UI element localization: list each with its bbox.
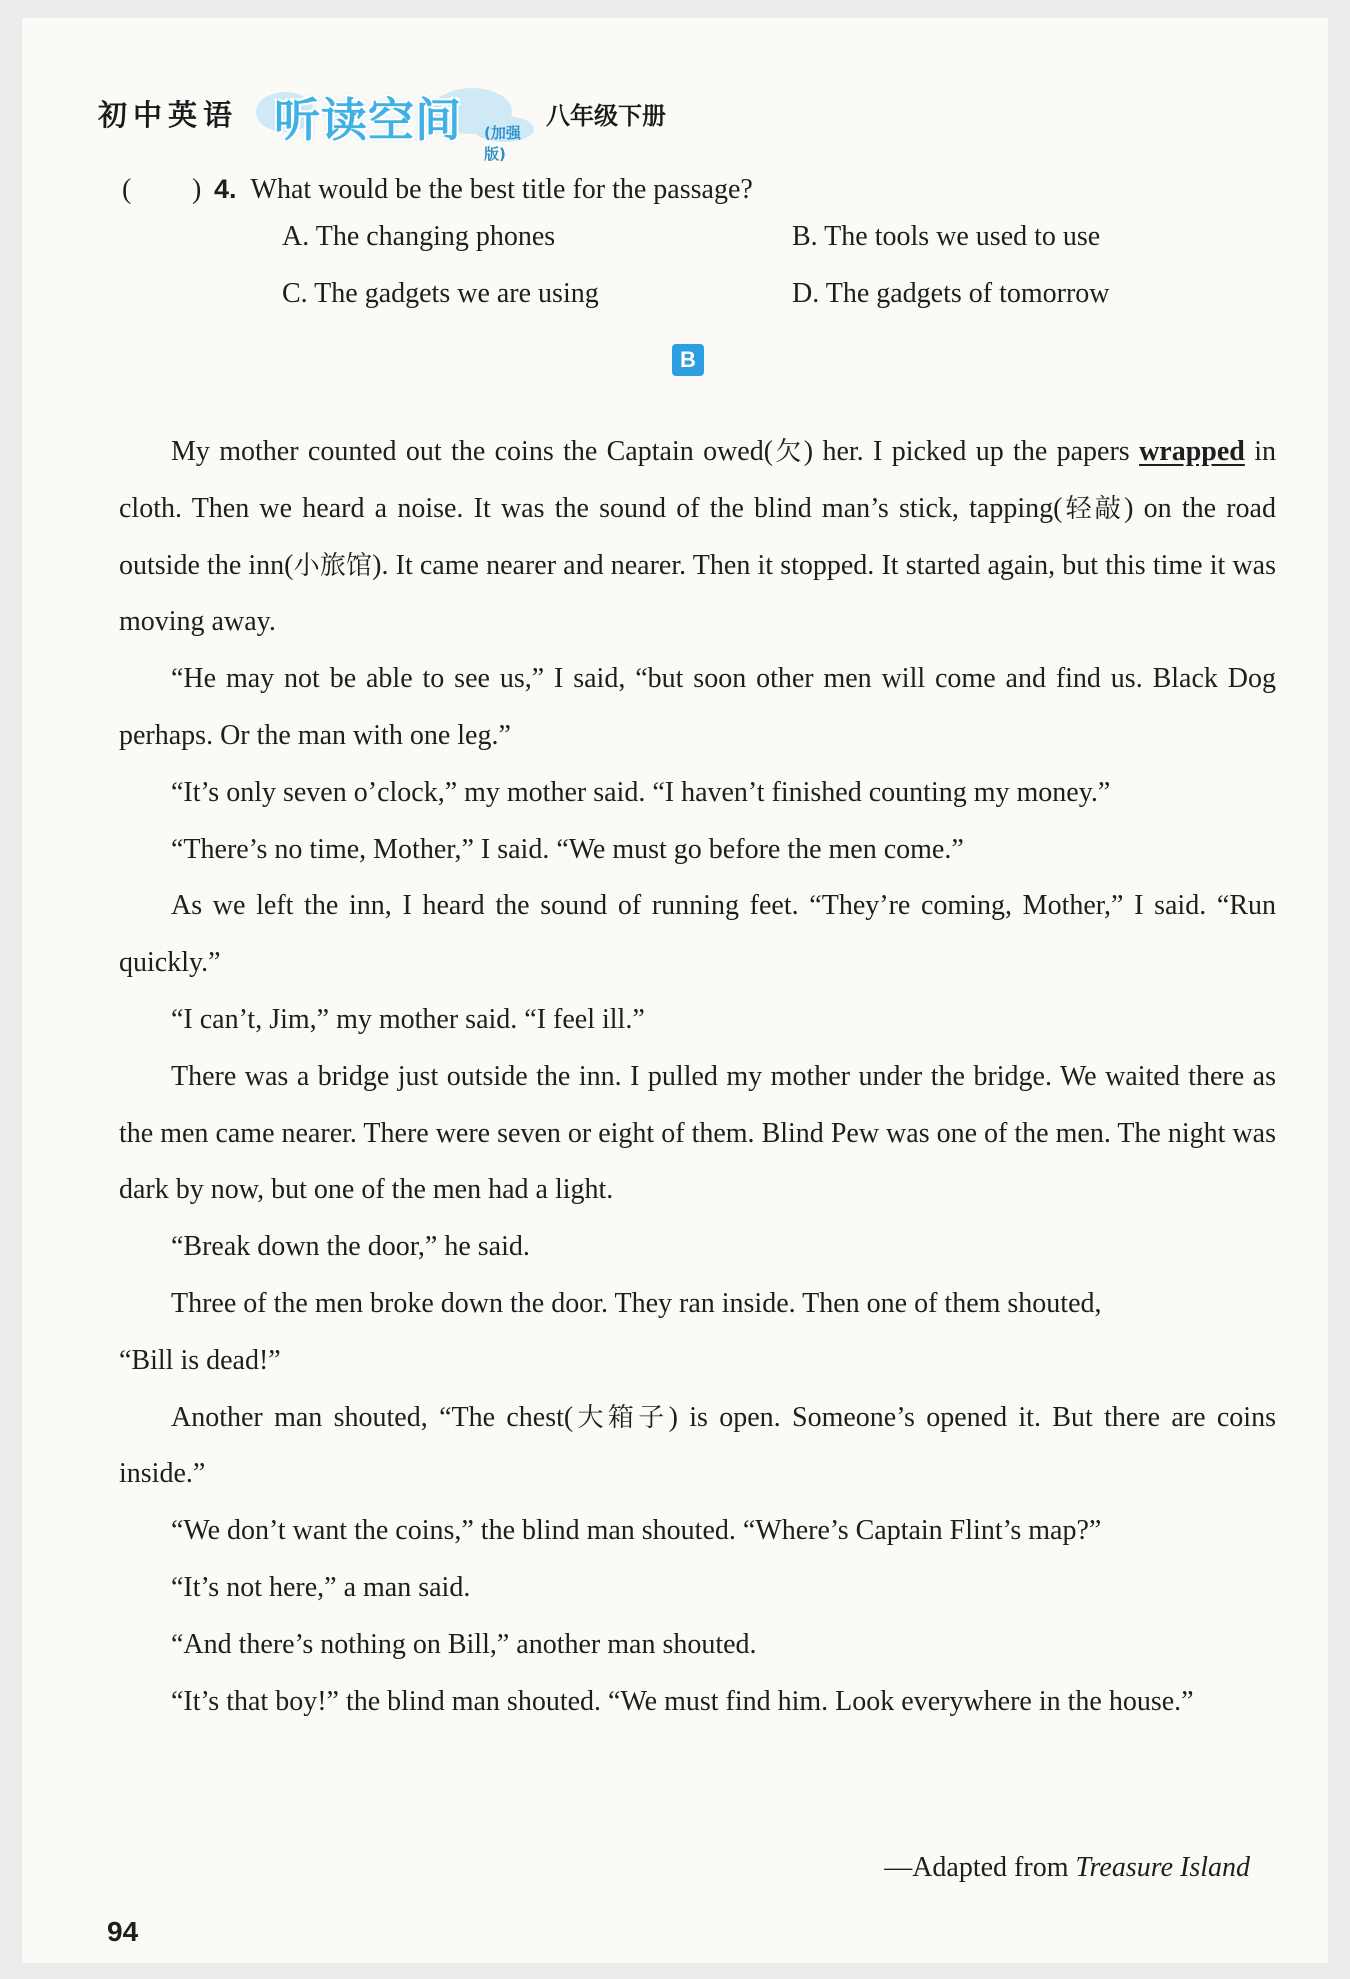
page-header [98,78,667,163]
source-attribution: —Adapted from Treasure Island [884,1852,1250,1883]
paragraph: “I can’t, Jim,” my mother said. “I feel ill.” [171,1003,645,1035]
question-text: What would be the best title for the passage? [250,174,753,205]
book-page [22,18,1328,1963]
paragraph: “It’s not here,” a man said. [171,1571,471,1603]
paragraph: My mother counted out the coins the Captain owed(欠) her. I picked up the papers wrapped in cloth. Then we heard a noise. It was the sound of the blind man’s stick, tapping(轻敲) on the road outside the inn(小旅馆). It came nearer and nearer. Then it stopped. It started again, but this time it was moving away. [119,436,1276,638]
paragraph: “Bill is dead!” [119,1344,281,1376]
logo-edition: (加强版) [484,124,521,163]
question-4 [122,174,753,206]
paragraph: “It’s only seven o’clock,” my mother said. “I haven’t finished counting my money.” [171,776,1111,808]
answer-bracket-close: ) [192,174,202,205]
brand-logo [252,78,542,163]
paragraph: “There’s no time, Mother,” I said. “We must go before the men come.” [171,833,964,865]
option-b: B. The tools we used to use [792,221,1101,252]
option-d: D. The gadgets of tomorrow [792,278,1110,309]
paragraph: “And there’s nothing on Bill,” another man shouted. [171,1628,757,1660]
paragraph: Another man shouted, “The chest(大箱子) is open. Someone’s opened it. But there are coins inside.” [119,1401,1276,1490]
keyword-wrapped: wrapped [1139,436,1245,467]
grade-label: 八年级下册 [546,101,667,130]
reading-passage [119,424,1276,1730]
paragraph: Three of the men broke down the door. They ran inside. Then one of them shouted, [171,1287,1102,1319]
option-a: A. The changing phones [282,221,556,252]
answer-bracket-open: ( [122,174,132,205]
question-number: 4. [214,174,237,204]
paragraph: As we left the inn, I heard the sound of running feet. “They’re coming, Mother,” I said. “Run quickly.” [119,890,1276,979]
section-badge: B [672,344,704,376]
logo-text: 听读空间 [274,93,463,147]
source-title: Treasure Island [1075,1852,1250,1883]
option-c: C. The gadgets we are using [282,278,599,309]
series-title: 初中英语 [98,97,239,132]
page-number: 94 [107,1916,139,1947]
paragraph: “We don’t want the coins,” the blind man shouted. “Where’s Captain Flint’s map?” [171,1515,1102,1547]
paragraph: “Break down the door,” he said. [171,1231,530,1263]
paragraph: “He may not be able to see us,” I said, “but soon other men will come and find us. Black Dog perhaps. Or the man with one leg.” [119,663,1276,751]
paragraph: “It’s that boy!” the blind man shouted. “We must find him. Look everywhere in the house.” [171,1685,1194,1717]
paragraph: There was a bridge just outside the inn. I pulled my mother under the bridge. We waited there as the men came nearer. There were seven or eight of them. Blind Pew was one of the men. The night was dark by now, but one of the men had a light. [119,1060,1276,1206]
